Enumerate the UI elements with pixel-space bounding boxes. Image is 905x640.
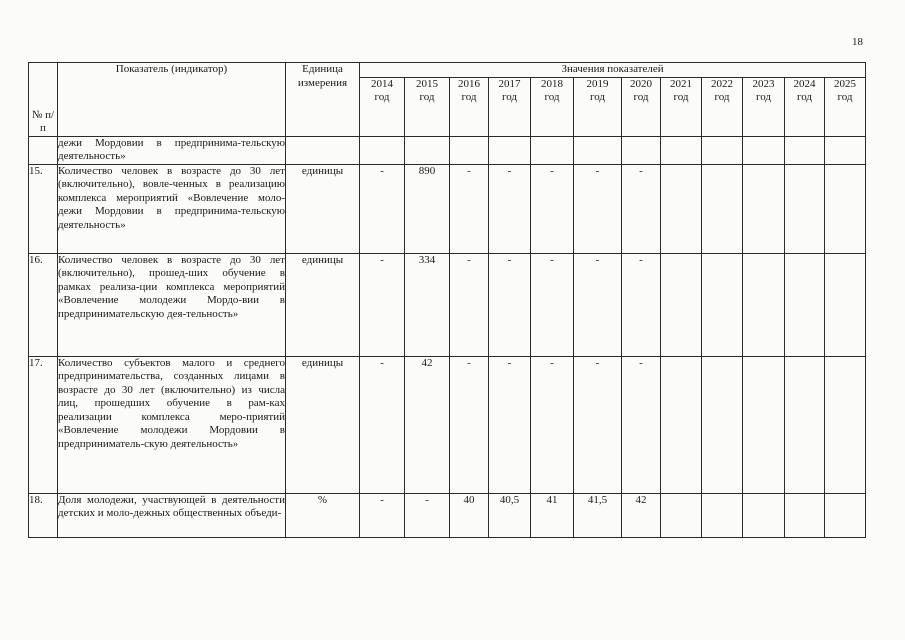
header-year xyxy=(360,77,405,136)
row-value: 40,5 xyxy=(489,493,531,537)
row-indicator: Количество субъектов малого и среднего предпринимательства, созданных лицами в возрасте до 30 лет (включительно) из числа лиц, прошедших обучение в рам-ках реализации комплекса меро-приятий «Вовлечение молодежи Мордовии в предприниматель-скую деятельность» xyxy=(58,356,286,493)
row-value xyxy=(661,356,702,493)
row-value: - xyxy=(360,253,405,356)
header-year-suffix: год xyxy=(589,91,606,103)
row-value: - xyxy=(489,253,531,356)
row-value xyxy=(661,164,702,253)
header-year-number: 2017 xyxy=(498,77,521,90)
row-value: - xyxy=(489,164,531,253)
table-row xyxy=(29,253,866,356)
row-value xyxy=(785,253,825,356)
row-value xyxy=(825,356,866,493)
header-year xyxy=(785,77,825,136)
header-year xyxy=(405,77,450,136)
header-year xyxy=(622,77,661,136)
header-year-suffix: год xyxy=(461,91,477,103)
header-year-suffix: год xyxy=(374,91,390,103)
row-value: - xyxy=(531,253,574,356)
row-value xyxy=(702,356,743,493)
row-value: - xyxy=(450,164,489,253)
row-value xyxy=(360,136,405,164)
row-value: - xyxy=(622,253,661,356)
header-year-suffix: год xyxy=(419,91,435,103)
row-value xyxy=(825,493,866,537)
header-year-suffix: год xyxy=(755,91,772,103)
header-year-suffix: год xyxy=(673,91,689,103)
row-value: - xyxy=(574,164,622,253)
row-number: 17. xyxy=(29,356,58,493)
row-value xyxy=(743,136,785,164)
row-value: - xyxy=(489,356,531,493)
row-value xyxy=(622,136,661,164)
row-unit: % xyxy=(286,493,360,537)
header-year-number: 2025 xyxy=(834,77,857,90)
row-value xyxy=(785,356,825,493)
row-value xyxy=(743,356,785,493)
row-value xyxy=(450,136,489,164)
row-value: - xyxy=(531,356,574,493)
row-value xyxy=(743,253,785,356)
row-number xyxy=(29,136,58,164)
row-value: - xyxy=(360,164,405,253)
page-number: 18 xyxy=(852,36,863,48)
header-year-number: 2019 xyxy=(586,77,609,90)
header-year-number: 2023 xyxy=(752,77,775,90)
row-value xyxy=(531,136,574,164)
row-value xyxy=(785,136,825,164)
row-indicator: Количество человек в возрасте до 30 лет (включительно), вовле-ченных в реализацию комплекса мероприятий «Вовлечение моло-дежи Мордовии в предпринима-тельскую деятельность» xyxy=(58,164,286,253)
row-value xyxy=(825,136,866,164)
table-row xyxy=(29,136,866,164)
row-indicator: Количество человек в возрасте до 30 лет (включительно), прошед-ших обучение в рамках реализа-ции комплекса мероприятий «Вовлечение молодежи Мордо-вии в предпринимательскую дея-тельность» xyxy=(58,253,286,356)
header-year-suffix: год xyxy=(501,91,518,103)
row-value: 41 xyxy=(531,493,574,537)
row-value: - xyxy=(574,253,622,356)
row-number: 16. xyxy=(29,253,58,356)
header-year xyxy=(743,77,785,136)
row-value: - xyxy=(622,164,661,253)
row-value: - xyxy=(574,356,622,493)
row-unit: единицы xyxy=(286,356,360,493)
header-year-number: 2018 xyxy=(541,77,563,90)
header-year-number: 2022 xyxy=(711,77,733,90)
header-year-suffix: год xyxy=(796,91,813,103)
header-year-number: 2021 xyxy=(670,77,692,90)
header-year-number: 2024 xyxy=(793,77,816,90)
row-value: - xyxy=(622,356,661,493)
row-value: - xyxy=(450,356,489,493)
header-year-suffix: год xyxy=(544,91,560,103)
row-value: - xyxy=(360,356,405,493)
row-value xyxy=(489,136,531,164)
row-value xyxy=(702,136,743,164)
row-value xyxy=(405,136,450,164)
row-value xyxy=(661,493,702,537)
row-value xyxy=(785,164,825,253)
header-year-number: 2014 xyxy=(371,77,393,90)
row-unit xyxy=(286,136,360,164)
table-row xyxy=(29,493,866,537)
header-indicator: Показатель (индикатор) xyxy=(58,63,286,137)
header-values: Значения показателей xyxy=(360,63,866,78)
row-value xyxy=(743,493,785,537)
row-value xyxy=(825,253,866,356)
header-year-number: 2015 xyxy=(416,77,438,90)
header-year xyxy=(450,77,489,136)
row-value: - xyxy=(405,493,450,537)
row-value xyxy=(702,164,743,253)
table-row xyxy=(29,356,866,493)
header-year-number: 2016 xyxy=(458,77,480,90)
row-unit: единицы xyxy=(286,253,360,356)
row-indicator: дежи Мордовии в предпринима-тельскую деятельность» xyxy=(58,136,285,162)
header-year-suffix: год xyxy=(633,91,649,103)
row-value: 890 xyxy=(405,164,450,253)
header-year xyxy=(661,77,702,136)
row-value xyxy=(825,164,866,253)
header-unit: Единица измерения xyxy=(286,63,360,137)
row-number: 18. xyxy=(29,493,58,537)
row-value: 40 xyxy=(450,493,489,537)
row-value xyxy=(702,253,743,356)
row-number: 15. xyxy=(29,164,58,253)
header-year-suffix: год xyxy=(837,91,853,103)
row-value: - xyxy=(450,253,489,356)
row-value: - xyxy=(531,164,574,253)
row-unit: единицы xyxy=(286,164,360,253)
row-value: 41,5 xyxy=(574,493,622,537)
header-year xyxy=(825,77,866,136)
row-value xyxy=(785,493,825,537)
header-year xyxy=(489,77,531,136)
row-value xyxy=(574,136,622,164)
header-year-number: 2020 xyxy=(630,77,652,90)
header-number: № п/п xyxy=(29,63,58,137)
table-row xyxy=(29,164,866,253)
row-value: 334 xyxy=(405,253,450,356)
row-value: 42 xyxy=(622,493,661,537)
header-year xyxy=(702,77,743,136)
row-value xyxy=(743,164,785,253)
row-value: 42 xyxy=(405,356,450,493)
row-value: - xyxy=(360,493,405,537)
row-value xyxy=(661,136,702,164)
indicators-table xyxy=(28,62,866,538)
header-year-suffix: год xyxy=(714,91,730,103)
header-year xyxy=(574,77,622,136)
row-value xyxy=(702,493,743,537)
header-year xyxy=(531,77,574,136)
row-indicator: Доля молодежи, участвующей в деятельности детских и моло-дежных общественных объеди- xyxy=(58,493,286,537)
row-value xyxy=(661,253,702,356)
